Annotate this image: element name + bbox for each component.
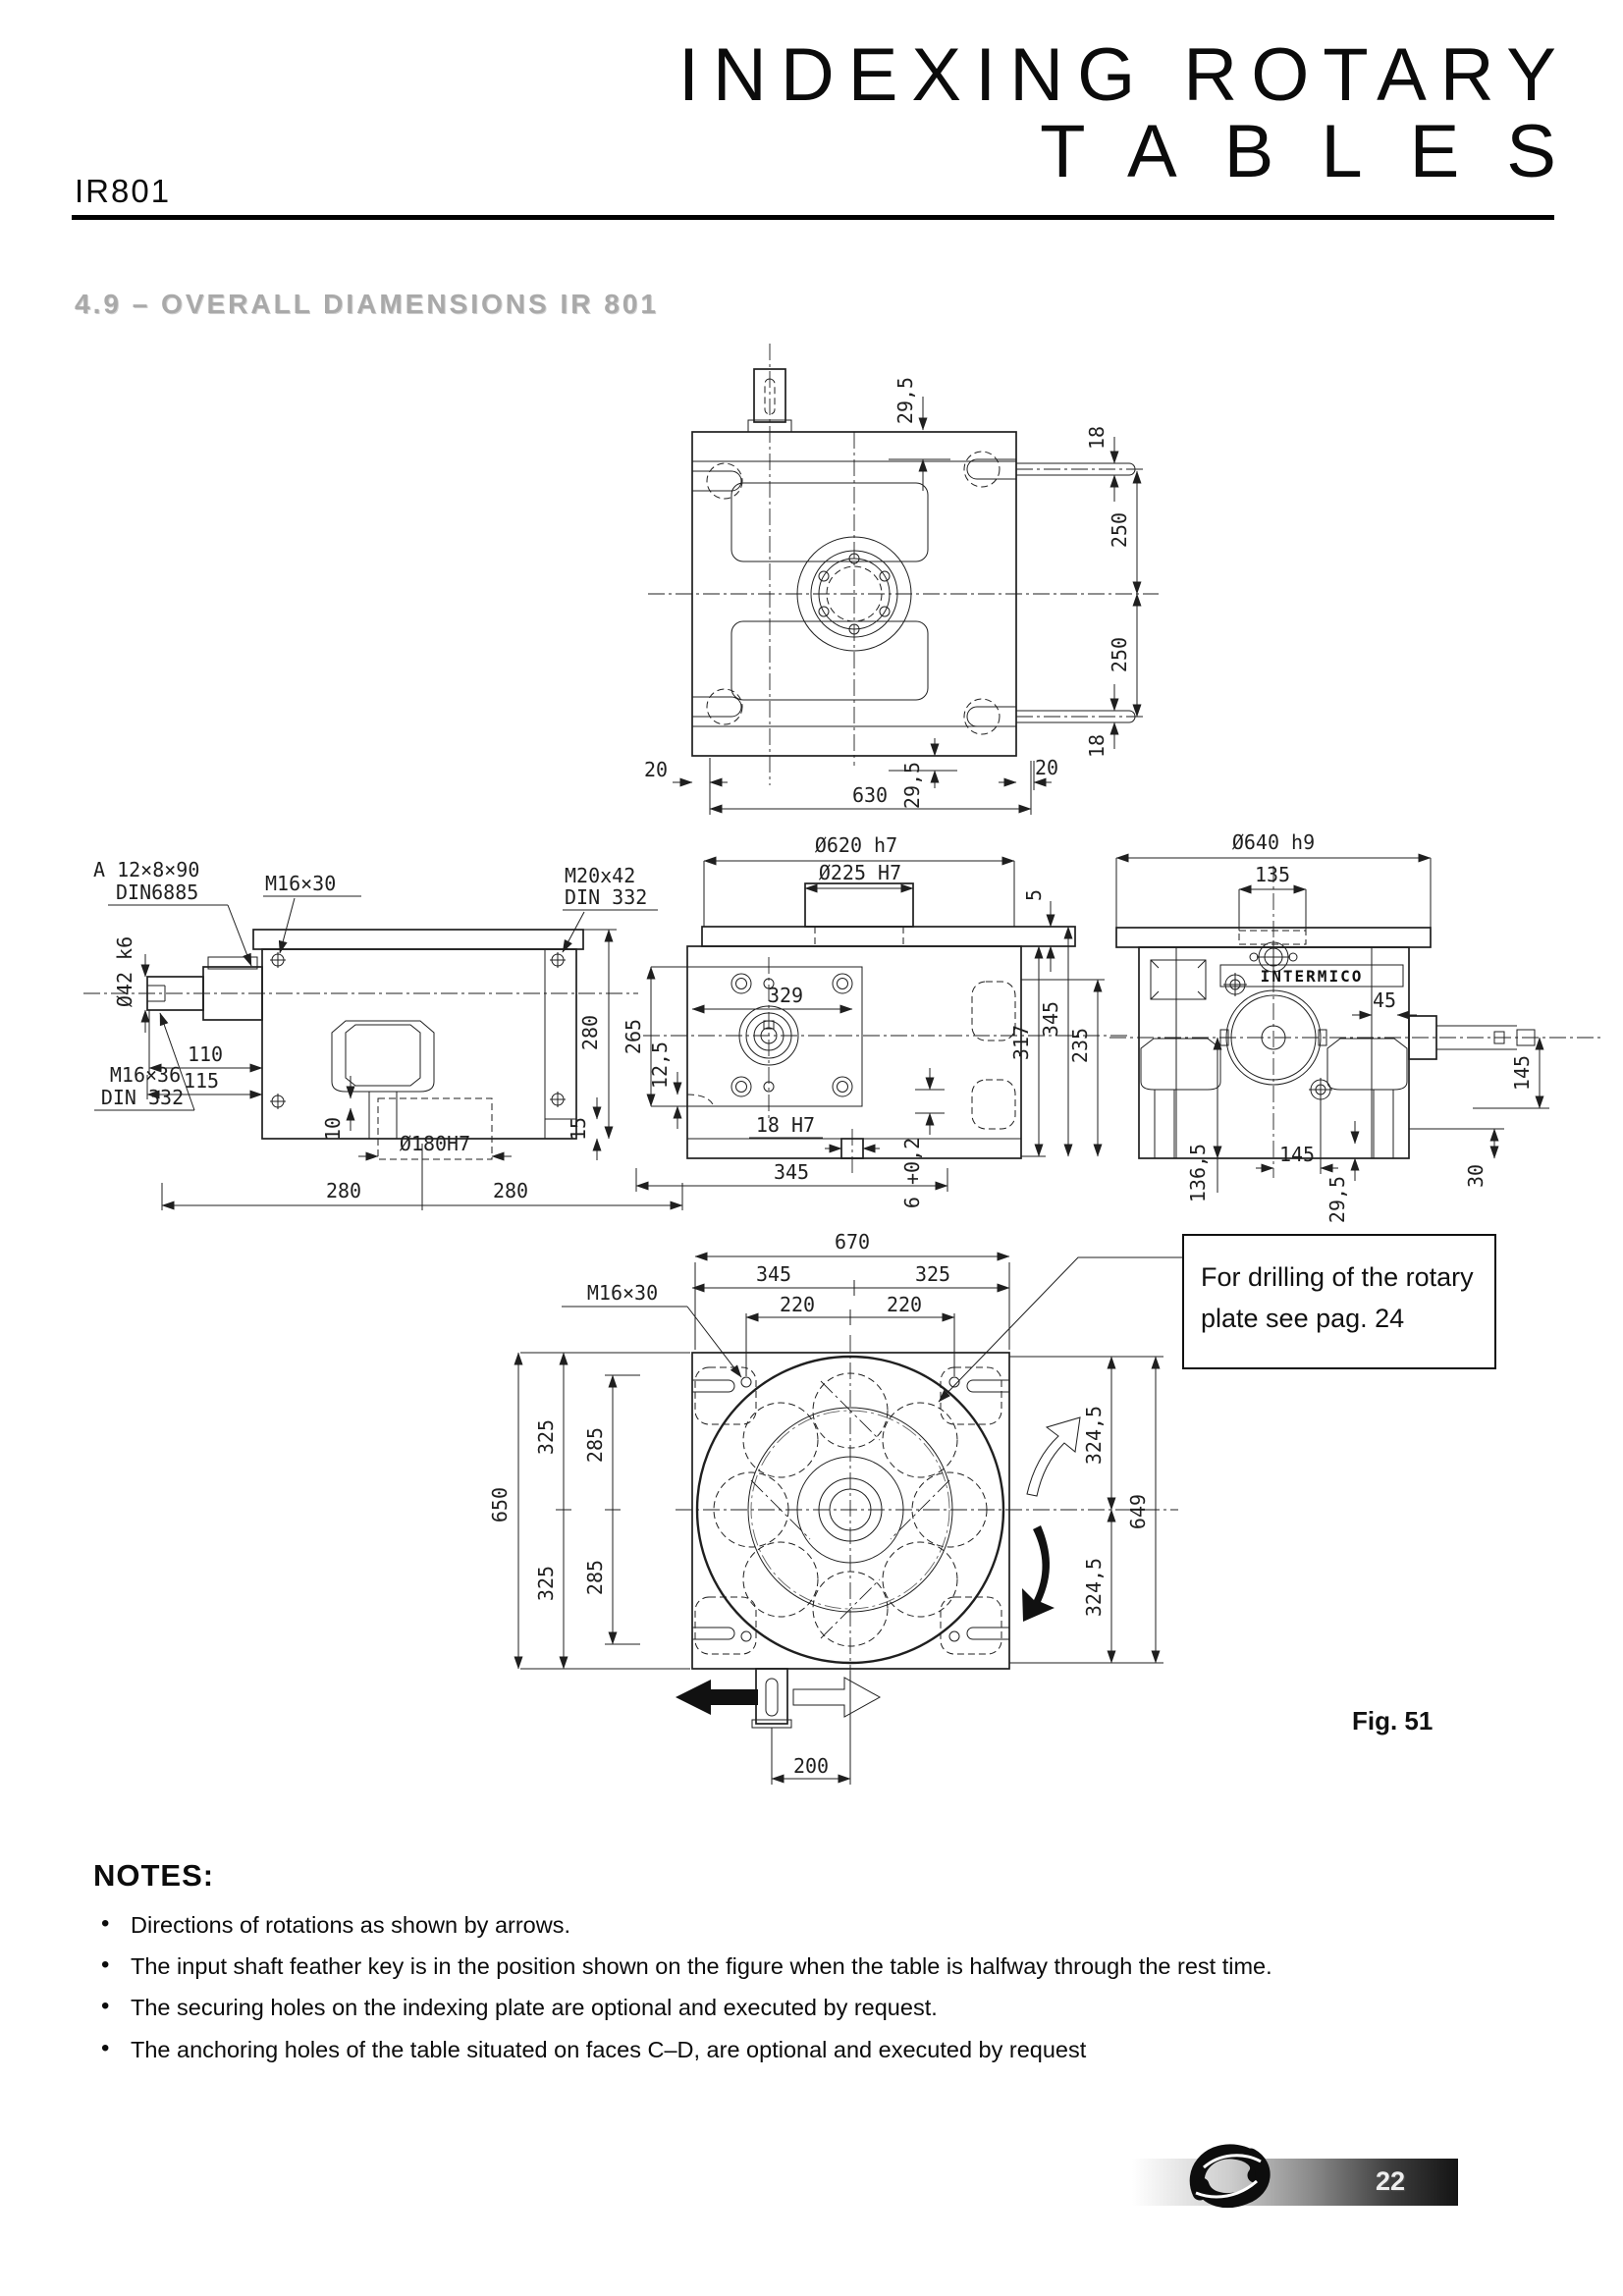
dim-label: 30 xyxy=(1464,1163,1488,1189)
footer-logo-icon xyxy=(1184,2138,1278,2224)
dim-label: 630 xyxy=(851,783,889,807)
title-line-1: INDEXING ROTARY xyxy=(677,33,1570,117)
footer-bar xyxy=(1132,2159,1458,2206)
key-label: A 12×8×90 xyxy=(93,858,200,881)
dim-label: 145 xyxy=(1510,1054,1534,1092)
bottom-plate-view xyxy=(488,1230,1178,1785)
note-item: • Directions of rotations as shown by arrows. xyxy=(93,1911,1497,1939)
dim-label: 317 xyxy=(1009,1024,1033,1061)
dim-label: 136,5 xyxy=(1186,1143,1210,1203)
dim-label: 200 xyxy=(792,1754,830,1778)
key-din-label: DIN6885 xyxy=(116,881,199,904)
dim-label: 18 H7 xyxy=(755,1113,816,1137)
dim-label: 110 xyxy=(187,1042,224,1066)
dim-label: 18 xyxy=(1085,425,1109,451)
model-label: IR801 xyxy=(75,173,172,209)
dim-label: 285 xyxy=(583,1559,607,1596)
plate-thread-label: M16×30 xyxy=(586,1281,659,1305)
dim-label: 329 xyxy=(767,984,804,1007)
note-item: • The securing holes on the indexing plate are optional and executed by request. xyxy=(93,1994,1497,2021)
thread-label: M16×30 xyxy=(265,872,337,895)
dim-label: 45 xyxy=(1372,988,1397,1012)
dim-label: 670 xyxy=(834,1230,871,1254)
dim-label: 6 +0,2 xyxy=(900,1137,924,1209)
dim-label: 324,5 xyxy=(1082,1405,1106,1466)
dim-label: 15 xyxy=(567,1116,590,1142)
dim-label: 235 xyxy=(1068,1027,1092,1064)
dim-label: 280 xyxy=(492,1179,529,1202)
dim-label: 285 xyxy=(583,1426,607,1464)
shaft-dia-label: Ø42 k6 xyxy=(113,935,136,1008)
dim-label: Ø225 H7 xyxy=(818,861,902,884)
side-view xyxy=(83,858,682,1210)
dim-label: 29,5 xyxy=(1325,1175,1349,1224)
page-number: 22 xyxy=(1376,2166,1406,2196)
plate-thread-label: M20x42 xyxy=(565,864,636,887)
dim-label: 250 xyxy=(1108,511,1131,549)
dim-label: Ø640 h9 xyxy=(1231,830,1316,854)
dim-label: 135 xyxy=(1254,863,1291,886)
callout-note xyxy=(939,1235,1495,1402)
notes-list xyxy=(93,1911,1497,2063)
dim-label: 20 xyxy=(1034,756,1059,779)
dim-label: 345 xyxy=(773,1160,810,1184)
end-thread-label: M16×36 xyxy=(109,1063,182,1087)
dim-label: 5 xyxy=(1022,888,1046,902)
dim-label: 345 xyxy=(1039,1000,1062,1038)
dim-label: 265 xyxy=(622,1018,645,1055)
dim-label: 650 xyxy=(488,1486,512,1523)
dim-label: 18 xyxy=(1085,733,1109,759)
brand-logo-text: INTERMICO xyxy=(1260,967,1364,986)
dim-label: 345 xyxy=(755,1262,792,1286)
dim-label: 29,5 xyxy=(900,761,924,810)
dim-label: 325 xyxy=(914,1262,951,1286)
notes-heading: NOTES: xyxy=(93,1858,215,1893)
dim-label: 325 xyxy=(534,1565,558,1602)
dim-label: 145 xyxy=(1278,1143,1316,1166)
top-plan-view xyxy=(644,344,1159,815)
title-line-2: TABLES xyxy=(1040,109,1603,193)
dim-label: 20 xyxy=(643,758,669,781)
note-item: • The anchoring holes of the table situated on faces C–D, are optional and executed by request xyxy=(93,2036,1497,2063)
dim-label: 29,5 xyxy=(893,376,917,425)
dim-label: 220 xyxy=(886,1293,923,1316)
end-thread-din-label: DIN 332 xyxy=(100,1086,185,1109)
front-view xyxy=(563,833,1129,1208)
dim-label: 115 xyxy=(183,1069,220,1093)
section-title: 4.9 – OVERALL DIAMENSIONS IR 801 xyxy=(75,289,659,319)
note-item: • The input shaft feather key is in the position shown on the figure when the table is halfway through the rest time. xyxy=(93,1952,1497,1980)
dim-label: 325 xyxy=(534,1418,558,1456)
plate-thread-din-label: DIN 332 xyxy=(565,885,648,909)
right-side-view xyxy=(1109,830,1600,1223)
notes-section xyxy=(93,1858,1497,2077)
dim-label: 12,5 xyxy=(648,1041,672,1090)
dim-label: 280 xyxy=(325,1179,362,1202)
callout-line-1: For drilling of the rotary xyxy=(1201,1262,1474,1292)
dim-label: 250 xyxy=(1108,636,1131,673)
dim-label: 324,5 xyxy=(1082,1557,1106,1618)
dim-label: 280 xyxy=(578,1014,602,1051)
dim-label: 220 xyxy=(779,1293,816,1316)
dim-label: Ø180H7 xyxy=(399,1132,471,1155)
dim-label: Ø620 h7 xyxy=(814,833,898,857)
dim-label: 649 xyxy=(1126,1493,1150,1530)
callout-line-2: plate see pag. 24 xyxy=(1201,1304,1405,1333)
figure-label: Fig. 51 xyxy=(1352,1706,1434,1735)
dim-label: 10 xyxy=(321,1116,345,1142)
